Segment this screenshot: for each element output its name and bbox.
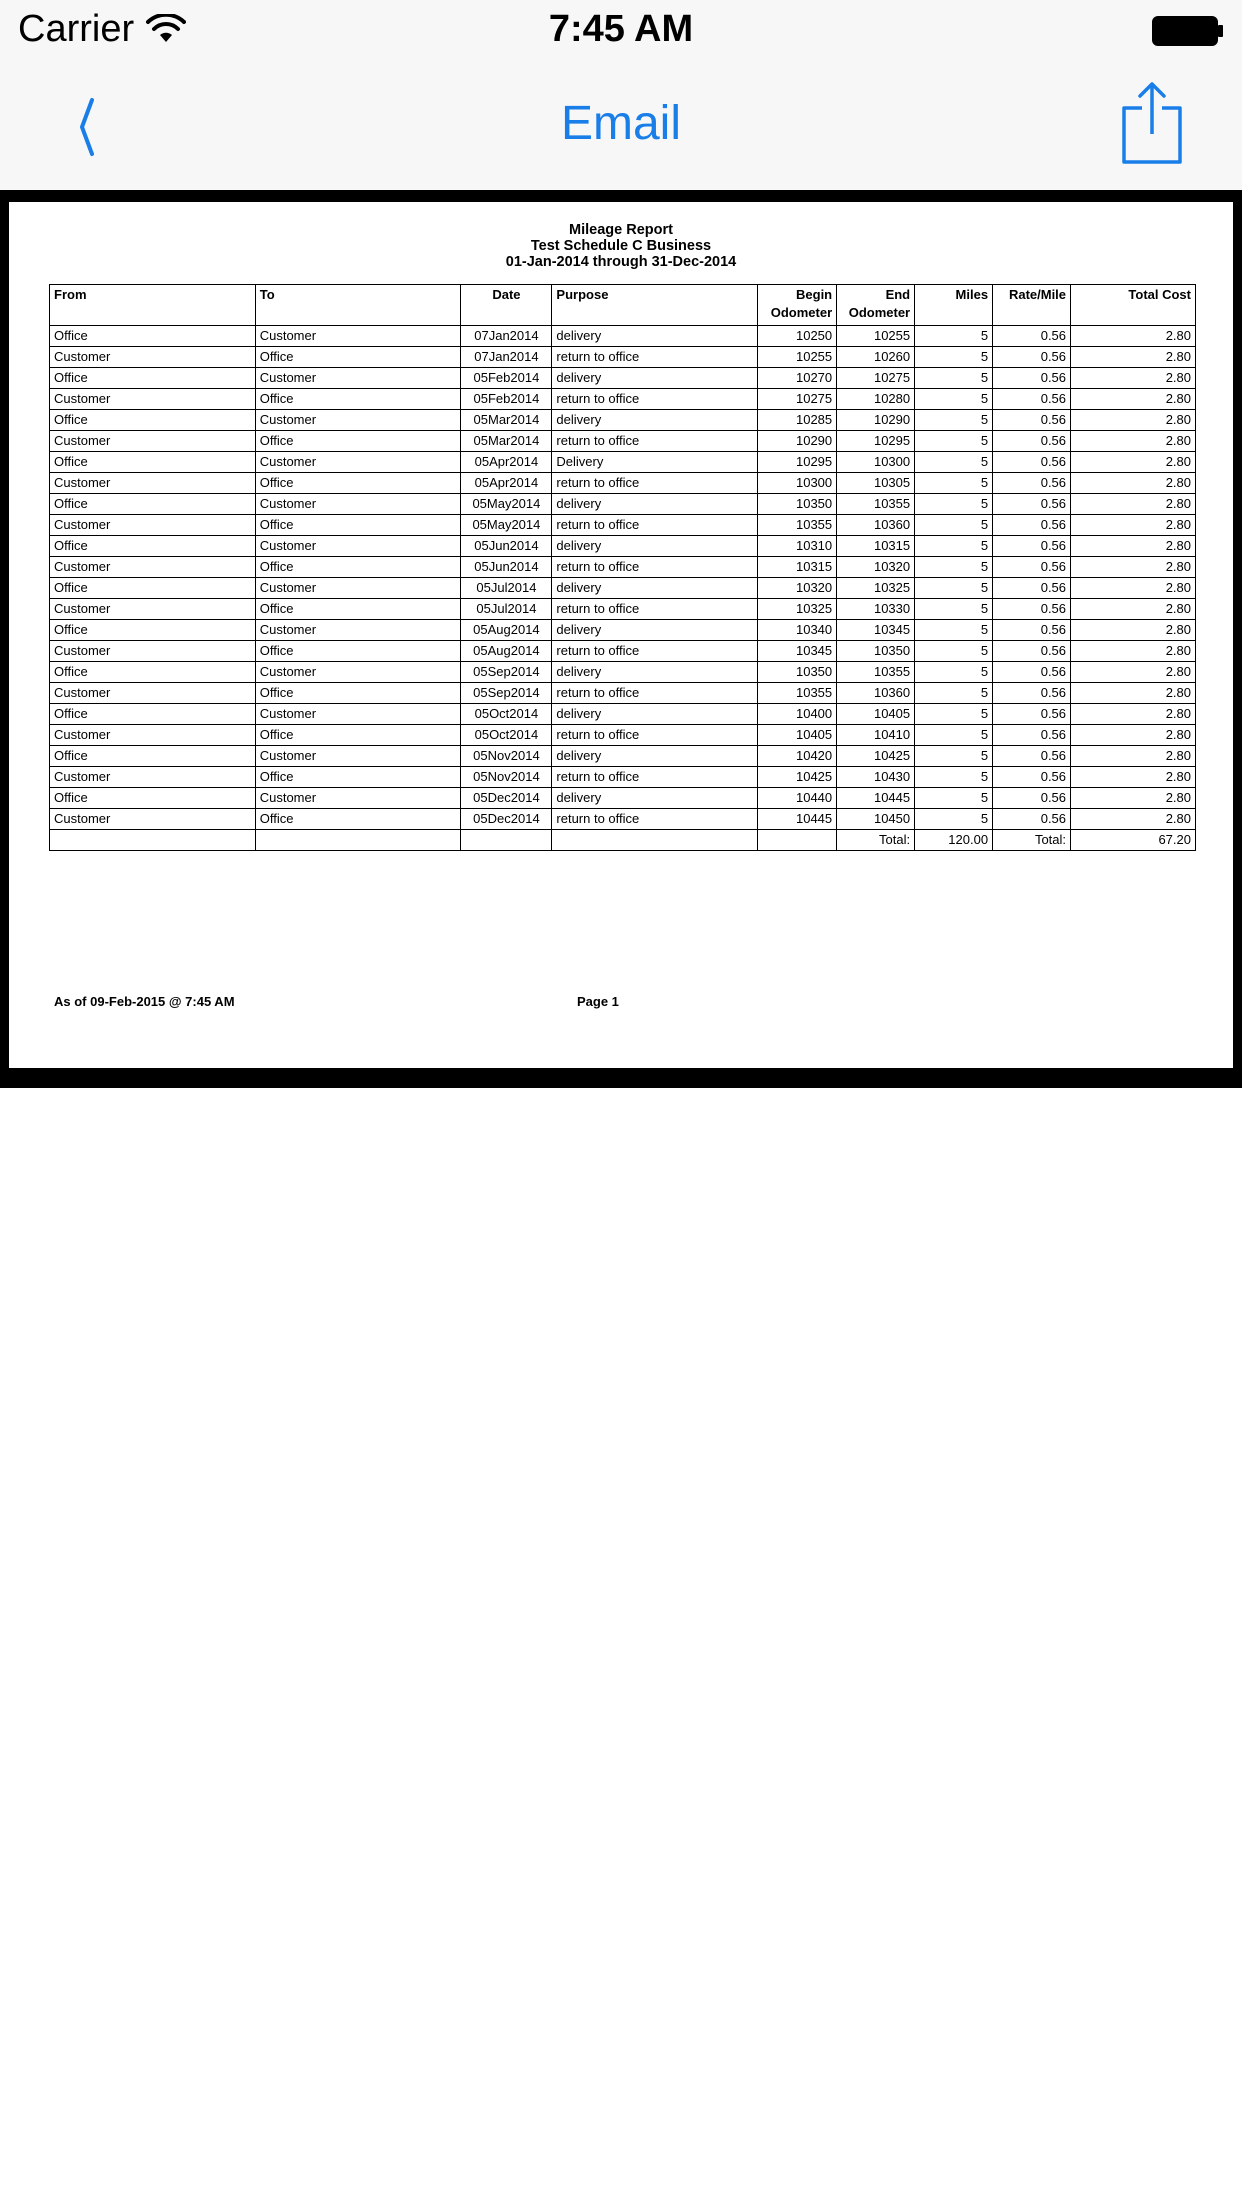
cell-rate: 0.56 xyxy=(993,746,1071,767)
cell-end-odometer: 10425 xyxy=(837,746,915,767)
cell-from: Customer xyxy=(50,767,256,788)
cell-to: Customer xyxy=(255,620,461,641)
cell-date: 05Apr2014 xyxy=(461,473,552,494)
cell-miles: 5 xyxy=(915,620,993,641)
cell-miles: 5 xyxy=(915,767,993,788)
cell-rate: 0.56 xyxy=(993,641,1071,662)
cell-purpose: return to office xyxy=(552,557,758,578)
cell-to: Office xyxy=(255,389,461,410)
cell-purpose: delivery xyxy=(552,410,758,431)
col-header-purpose: Purpose xyxy=(552,285,758,326)
cell-rate: 0.56 xyxy=(993,410,1071,431)
cell-begin-odometer: 10445 xyxy=(758,809,837,830)
cell-begin-odometer: 10315 xyxy=(758,557,837,578)
cell-rate: 0.56 xyxy=(993,368,1071,389)
cell-total-cost: 2.80 xyxy=(1071,326,1196,347)
cell-date: 05Oct2014 xyxy=(461,704,552,725)
cell-miles: 5 xyxy=(915,494,993,515)
cell-purpose: delivery xyxy=(552,494,758,515)
cell-from: Customer xyxy=(50,683,256,704)
cell-total-cost: 2.80 xyxy=(1071,515,1196,536)
cell-from: Office xyxy=(50,452,256,473)
report-subtitle: Test Schedule C Business xyxy=(530,238,712,254)
cell-rate: 0.56 xyxy=(993,725,1071,746)
cell-begin-odometer: 10340 xyxy=(758,620,837,641)
cell-from: Customer xyxy=(50,431,256,452)
cell-begin-odometer: 10405 xyxy=(758,725,837,746)
col-header-end-odometer: End Odometer xyxy=(837,285,915,326)
cell-end-odometer: 10260 xyxy=(837,347,915,368)
cell-date: 05Sep2014 xyxy=(461,683,552,704)
cell-begin-odometer: 10285 xyxy=(758,410,837,431)
cell-total-cost: 2.80 xyxy=(1071,494,1196,515)
cell-to: Office xyxy=(255,515,461,536)
miles-total-value: 120.00 xyxy=(915,830,993,851)
table-row xyxy=(50,746,1196,767)
cell-total-cost: 2.80 xyxy=(1071,683,1196,704)
table-row xyxy=(50,704,1196,725)
cell-from: Office xyxy=(50,494,256,515)
cell-date: 05Nov2014 xyxy=(461,767,552,788)
cell-date: 05Aug2014 xyxy=(461,620,552,641)
cell-rate: 0.56 xyxy=(993,536,1071,557)
table-body xyxy=(50,326,1196,830)
cell-date: 05Sep2014 xyxy=(461,662,552,683)
cell-to: Office xyxy=(255,683,461,704)
cell-end-odometer: 10320 xyxy=(837,557,915,578)
cell-miles: 5 xyxy=(915,599,993,620)
cell-miles: 5 xyxy=(915,809,993,830)
cell-date: 05Jul2014 xyxy=(461,578,552,599)
cell-rate: 0.56 xyxy=(993,788,1071,809)
navigation-bar xyxy=(0,60,1242,190)
document-viewer[interactable] xyxy=(0,190,1242,1088)
cell-total-cost: 2.80 xyxy=(1071,767,1196,788)
table-row xyxy=(50,620,1196,641)
cell-rate: 0.56 xyxy=(993,515,1071,536)
cell-date: 05Dec2014 xyxy=(461,809,552,830)
cell-begin-odometer: 10255 xyxy=(758,347,837,368)
table-row xyxy=(50,557,1196,578)
cell-from: Customer xyxy=(50,641,256,662)
cell-from: Customer xyxy=(50,599,256,620)
mileage-table xyxy=(49,284,1196,851)
report-as-of: As of 09-Feb-2015 @ 7:45 AM xyxy=(54,994,235,1009)
cell-end-odometer: 10290 xyxy=(837,410,915,431)
cell-purpose: delivery xyxy=(552,662,758,683)
cell-to: Office xyxy=(255,599,461,620)
cell-total-cost: 2.80 xyxy=(1071,368,1196,389)
cell-total-cost: 2.80 xyxy=(1071,389,1196,410)
cell-total-cost: 2.80 xyxy=(1071,347,1196,368)
cell-to: Customer xyxy=(255,704,461,725)
cell-purpose: return to office xyxy=(552,431,758,452)
cell-begin-odometer: 10425 xyxy=(758,767,837,788)
cell-date: 05Jun2014 xyxy=(461,557,552,578)
table-row xyxy=(50,683,1196,704)
col-header-from: From xyxy=(50,285,256,326)
cell-date: 05May2014 xyxy=(461,515,552,536)
cell-rate: 0.56 xyxy=(993,704,1071,725)
table-row xyxy=(50,452,1196,473)
cell-to: Customer xyxy=(255,662,461,683)
cell-end-odometer: 10330 xyxy=(837,599,915,620)
cell-rate: 0.56 xyxy=(993,431,1071,452)
cell-purpose: return to office xyxy=(552,515,758,536)
cell-purpose: delivery xyxy=(552,578,758,599)
cell-purpose: return to office xyxy=(552,599,758,620)
cell-date: 05Mar2014 xyxy=(461,410,552,431)
cell-to: Office xyxy=(255,431,461,452)
cell-rate: 0.56 xyxy=(993,578,1071,599)
cell-begin-odometer: 10270 xyxy=(758,368,837,389)
cell-total-cost: 2.80 xyxy=(1071,662,1196,683)
cell-total-cost: 2.80 xyxy=(1071,788,1196,809)
cell-purpose: return to office xyxy=(552,725,758,746)
cell-from: Office xyxy=(50,578,256,599)
cell-total-cost: 2.80 xyxy=(1071,809,1196,830)
cost-total-label: Total: xyxy=(993,830,1071,851)
cell-to: Customer xyxy=(255,536,461,557)
cell-to: Customer xyxy=(255,578,461,599)
cell-total-cost: 2.80 xyxy=(1071,431,1196,452)
cell-to: Customer xyxy=(255,494,461,515)
cell-purpose: return to office xyxy=(552,389,758,410)
cell-begin-odometer: 10345 xyxy=(758,641,837,662)
table-row xyxy=(50,368,1196,389)
cell-to: Office xyxy=(255,725,461,746)
cell-begin-odometer: 10295 xyxy=(758,452,837,473)
table-row xyxy=(50,725,1196,746)
cell-total-cost: 2.80 xyxy=(1071,641,1196,662)
cell-begin-odometer: 10420 xyxy=(758,746,837,767)
cell-end-odometer: 10295 xyxy=(837,431,915,452)
cell-to: Office xyxy=(255,347,461,368)
cell-miles: 5 xyxy=(915,347,993,368)
cell-rate: 0.56 xyxy=(993,620,1071,641)
cell-miles: 5 xyxy=(915,473,993,494)
cell-end-odometer: 10430 xyxy=(837,767,915,788)
miles-total-label: Total: xyxy=(837,830,915,851)
table-row xyxy=(50,347,1196,368)
cell-begin-odometer: 10325 xyxy=(758,599,837,620)
cell-purpose: delivery xyxy=(552,536,758,557)
cell-miles: 5 xyxy=(915,410,993,431)
totals-row xyxy=(50,830,1196,851)
cell-end-odometer: 10275 xyxy=(837,368,915,389)
cell-to: Office xyxy=(255,641,461,662)
cell-from: Office xyxy=(50,410,256,431)
cell-rate: 0.56 xyxy=(993,683,1071,704)
cell-begin-odometer: 10275 xyxy=(758,389,837,410)
cell-begin-odometer: 10440 xyxy=(758,788,837,809)
cell-total-cost: 2.80 xyxy=(1071,557,1196,578)
cell-total-cost: 2.80 xyxy=(1071,746,1196,767)
cell-purpose: delivery xyxy=(552,788,758,809)
cell-miles: 5 xyxy=(915,326,993,347)
page-number: Page 1 xyxy=(577,994,619,1009)
cell-rate: 0.56 xyxy=(993,599,1071,620)
cell-from: Office xyxy=(50,662,256,683)
cell-miles: 5 xyxy=(915,725,993,746)
cell-total-cost: 2.80 xyxy=(1071,578,1196,599)
cell-miles: 5 xyxy=(915,641,993,662)
cell-to: Customer xyxy=(255,326,461,347)
cell-miles: 5 xyxy=(915,368,993,389)
clock: 7:45 AM xyxy=(548,8,694,50)
cell-date: 05Jul2014 xyxy=(461,599,552,620)
table-row xyxy=(50,599,1196,620)
cell-to: Customer xyxy=(255,452,461,473)
cell-rate: 0.56 xyxy=(993,767,1071,788)
share-button[interactable] xyxy=(1120,80,1184,164)
cell-from: Customer xyxy=(50,725,256,746)
report-title: Mileage Report xyxy=(569,222,673,238)
cell-rate: 0.56 xyxy=(993,809,1071,830)
col-header-to: To xyxy=(255,285,461,326)
cell-from: Office xyxy=(50,326,256,347)
cell-date: 05Oct2014 xyxy=(461,725,552,746)
cell-miles: 5 xyxy=(915,683,993,704)
cell-rate: 0.56 xyxy=(993,473,1071,494)
cell-purpose: delivery xyxy=(552,704,758,725)
cost-total-value: 67.20 xyxy=(1071,830,1196,851)
cell-from: Office xyxy=(50,746,256,767)
cell-end-odometer: 10305 xyxy=(837,473,915,494)
cell-miles: 5 xyxy=(915,536,993,557)
cell-from: Customer xyxy=(50,473,256,494)
cell-total-cost: 2.80 xyxy=(1071,704,1196,725)
cell-begin-odometer: 10320 xyxy=(758,578,837,599)
col-header-rate: Rate/Mile xyxy=(993,285,1071,326)
table-row xyxy=(50,473,1196,494)
cell-from: Office xyxy=(50,368,256,389)
cell-end-odometer: 10355 xyxy=(837,662,915,683)
cell-rate: 0.56 xyxy=(993,452,1071,473)
col-header-begin-odometer: Begin Odometer xyxy=(758,285,837,326)
cell-from: Office xyxy=(50,704,256,725)
cell-end-odometer: 10255 xyxy=(837,326,915,347)
battery-icon xyxy=(1152,16,1224,46)
cell-end-odometer: 10315 xyxy=(837,536,915,557)
cell-rate: 0.56 xyxy=(993,347,1071,368)
cell-date: 05Jun2014 xyxy=(461,536,552,557)
cell-begin-odometer: 10250 xyxy=(758,326,837,347)
cell-to: Office xyxy=(255,767,461,788)
cell-rate: 0.56 xyxy=(993,494,1071,515)
cell-from: Customer xyxy=(50,389,256,410)
table-row xyxy=(50,389,1196,410)
cell-miles: 5 xyxy=(915,788,993,809)
cell-total-cost: 2.80 xyxy=(1071,452,1196,473)
cell-total-cost: 2.80 xyxy=(1071,725,1196,746)
cell-end-odometer: 10405 xyxy=(837,704,915,725)
cell-miles: 5 xyxy=(915,389,993,410)
cell-purpose: return to office xyxy=(552,347,758,368)
carrier-label: Carrier xyxy=(18,8,135,50)
table-row xyxy=(50,536,1196,557)
cell-rate: 0.56 xyxy=(993,326,1071,347)
cell-from: Customer xyxy=(50,515,256,536)
cell-purpose: return to office xyxy=(552,473,758,494)
cell-begin-odometer: 10350 xyxy=(758,494,837,515)
cell-purpose: return to office xyxy=(552,767,758,788)
cell-to: Customer xyxy=(255,788,461,809)
table-row xyxy=(50,326,1196,347)
cell-date: 05Nov2014 xyxy=(461,746,552,767)
cell-begin-odometer: 10300 xyxy=(758,473,837,494)
col-header-date: Date xyxy=(461,285,552,326)
cell-begin-odometer: 10355 xyxy=(758,683,837,704)
table-row xyxy=(50,662,1196,683)
col-header-total-cost: Total Cost xyxy=(1071,285,1196,326)
cell-date: 05Mar2014 xyxy=(461,431,552,452)
cell-date: 05Apr2014 xyxy=(461,452,552,473)
cell-end-odometer: 10450 xyxy=(837,809,915,830)
cell-date: 07Jan2014 xyxy=(461,326,552,347)
cell-end-odometer: 10280 xyxy=(837,389,915,410)
cell-from: Customer xyxy=(50,557,256,578)
cell-purpose: return to office xyxy=(552,683,758,704)
cell-miles: 5 xyxy=(915,746,993,767)
cell-begin-odometer: 10290 xyxy=(758,431,837,452)
cell-rate: 0.56 xyxy=(993,662,1071,683)
col-header-miles: Miles xyxy=(915,285,993,326)
cell-to: Office xyxy=(255,557,461,578)
cell-end-odometer: 10300 xyxy=(837,452,915,473)
table-row xyxy=(50,809,1196,830)
cell-date: 05Aug2014 xyxy=(461,641,552,662)
cell-to: Customer xyxy=(255,746,461,767)
cell-to: Office xyxy=(255,473,461,494)
cell-purpose: Delivery xyxy=(552,452,758,473)
cell-date: 07Jan2014 xyxy=(461,347,552,368)
cell-total-cost: 2.80 xyxy=(1071,599,1196,620)
cell-rate: 0.56 xyxy=(993,557,1071,578)
cell-to: Customer xyxy=(255,410,461,431)
cell-begin-odometer: 10355 xyxy=(758,515,837,536)
table-row xyxy=(50,578,1196,599)
cell-from: Office xyxy=(50,536,256,557)
table-row xyxy=(50,431,1196,452)
cell-end-odometer: 10345 xyxy=(837,620,915,641)
cell-from: Customer xyxy=(50,809,256,830)
cell-purpose: delivery xyxy=(552,326,758,347)
cell-total-cost: 2.80 xyxy=(1071,473,1196,494)
report-header xyxy=(9,222,1233,270)
cell-purpose: delivery xyxy=(552,746,758,767)
cell-miles: 5 xyxy=(915,431,993,452)
table-row xyxy=(50,788,1196,809)
cell-miles: 5 xyxy=(915,515,993,536)
cell-to: Office xyxy=(255,809,461,830)
cell-end-odometer: 10350 xyxy=(837,641,915,662)
cell-purpose: return to office xyxy=(552,641,758,662)
cell-miles: 5 xyxy=(915,452,993,473)
cell-end-odometer: 10355 xyxy=(837,494,915,515)
table-row xyxy=(50,515,1196,536)
cell-rate: 0.56 xyxy=(993,389,1071,410)
cell-begin-odometer: 10350 xyxy=(758,662,837,683)
cell-end-odometer: 10410 xyxy=(837,725,915,746)
cell-date: 05Dec2014 xyxy=(461,788,552,809)
cell-total-cost: 2.80 xyxy=(1071,620,1196,641)
cell-total-cost: 2.80 xyxy=(1071,536,1196,557)
cell-end-odometer: 10360 xyxy=(837,683,915,704)
status-bar xyxy=(0,0,1242,60)
cell-miles: 5 xyxy=(915,662,993,683)
table-row xyxy=(50,767,1196,788)
table-row xyxy=(50,641,1196,662)
table-row xyxy=(50,410,1196,431)
cell-to: Customer xyxy=(255,368,461,389)
cell-miles: 5 xyxy=(915,704,993,725)
cell-miles: 5 xyxy=(915,557,993,578)
cell-date: 05May2014 xyxy=(461,494,552,515)
cell-miles: 5 xyxy=(915,578,993,599)
table-header-row xyxy=(50,285,1196,326)
cell-end-odometer: 10360 xyxy=(837,515,915,536)
cell-from: Customer xyxy=(50,347,256,368)
cell-from: Office xyxy=(50,788,256,809)
cell-total-cost: 2.80 xyxy=(1071,410,1196,431)
share-icon xyxy=(1124,84,1180,162)
cell-end-odometer: 10325 xyxy=(837,578,915,599)
cell-date: 05Feb2014 xyxy=(461,368,552,389)
cell-purpose: return to office xyxy=(552,809,758,830)
cell-purpose: delivery xyxy=(552,620,758,641)
pdf-page xyxy=(9,202,1233,1068)
cell-purpose: delivery xyxy=(552,368,758,389)
cell-begin-odometer: 10310 xyxy=(758,536,837,557)
nav-title: Email xyxy=(560,97,682,150)
cell-from: Office xyxy=(50,620,256,641)
table-row xyxy=(50,494,1196,515)
report-date-range: 01-Jan-2014 through 31-Dec-2014 xyxy=(505,254,737,270)
cell-date: 05Feb2014 xyxy=(461,389,552,410)
cell-end-odometer: 10445 xyxy=(837,788,915,809)
cell-begin-odometer: 10400 xyxy=(758,704,837,725)
